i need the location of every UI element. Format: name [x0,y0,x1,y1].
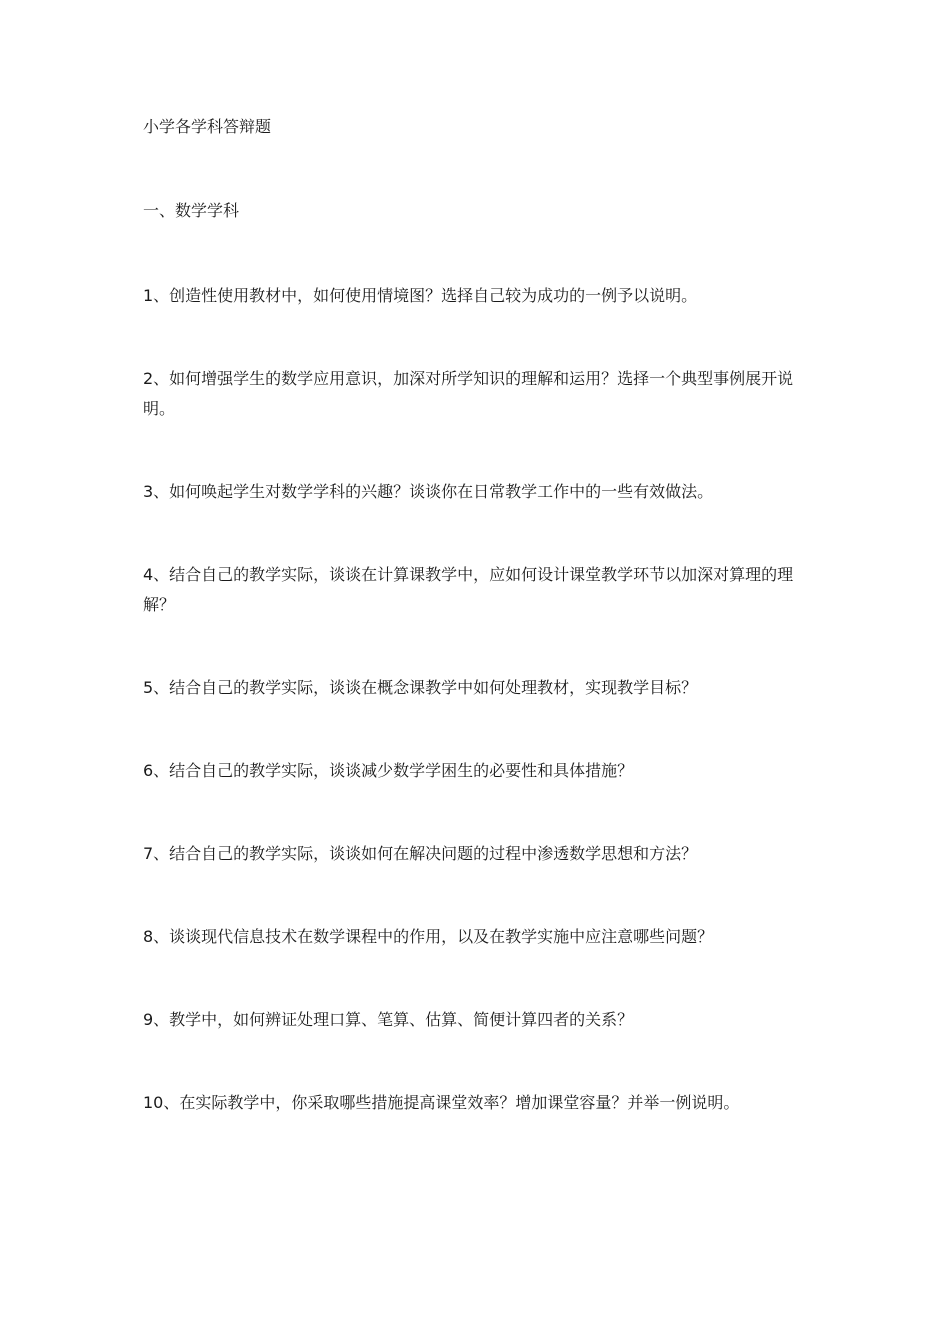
question-2: 2、如何增强学生的数学应用意识，加深对所学知识的理解和运用？选择一个典型事例展开说明。 [143,369,794,418]
section-heading-math: 一、数学学科 [143,201,240,220]
question-10: 10、在实际教学中，你采取哪些措施提高课堂效率？增加课堂容量？并举一例说明。 [143,1093,740,1112]
question-6: 6、结合自己的教学实际，谈谈减少数学学困生的必要性和具体措施？ [143,761,634,780]
question-5: 5、结合自己的教学实际，谈谈在概念课教学中如何处理教材，实现教学目标？ [143,678,698,697]
question-1: 1、创造性使用教材中，如何使用情境图？选择自己较为成功的一例予以说明。 [143,286,698,305]
question-7: 7、结合自己的教学实际，谈谈如何在解决问题的过程中渗透数学思想和方法？ [143,844,698,863]
question-9: 9、教学中，如何辨证处理口算、笔算、估算、简便计算四者的关系？ [143,1010,634,1029]
document-title: 小学各学科答辩题 [143,117,272,136]
question-8: 8、谈谈现代信息技术在数学课程中的作用，以及在教学实施中应注意哪些问题？ [143,927,714,946]
question-3: 3、如何唤起学生对数学学科的兴趣？谈谈你在日常教学工作中的一些有效做法。 [143,482,714,501]
question-4: 4、结合自己的教学实际，谈谈在计算课教学中，应如何设计课堂教学环节以加深对算理的理解？ [143,565,794,614]
